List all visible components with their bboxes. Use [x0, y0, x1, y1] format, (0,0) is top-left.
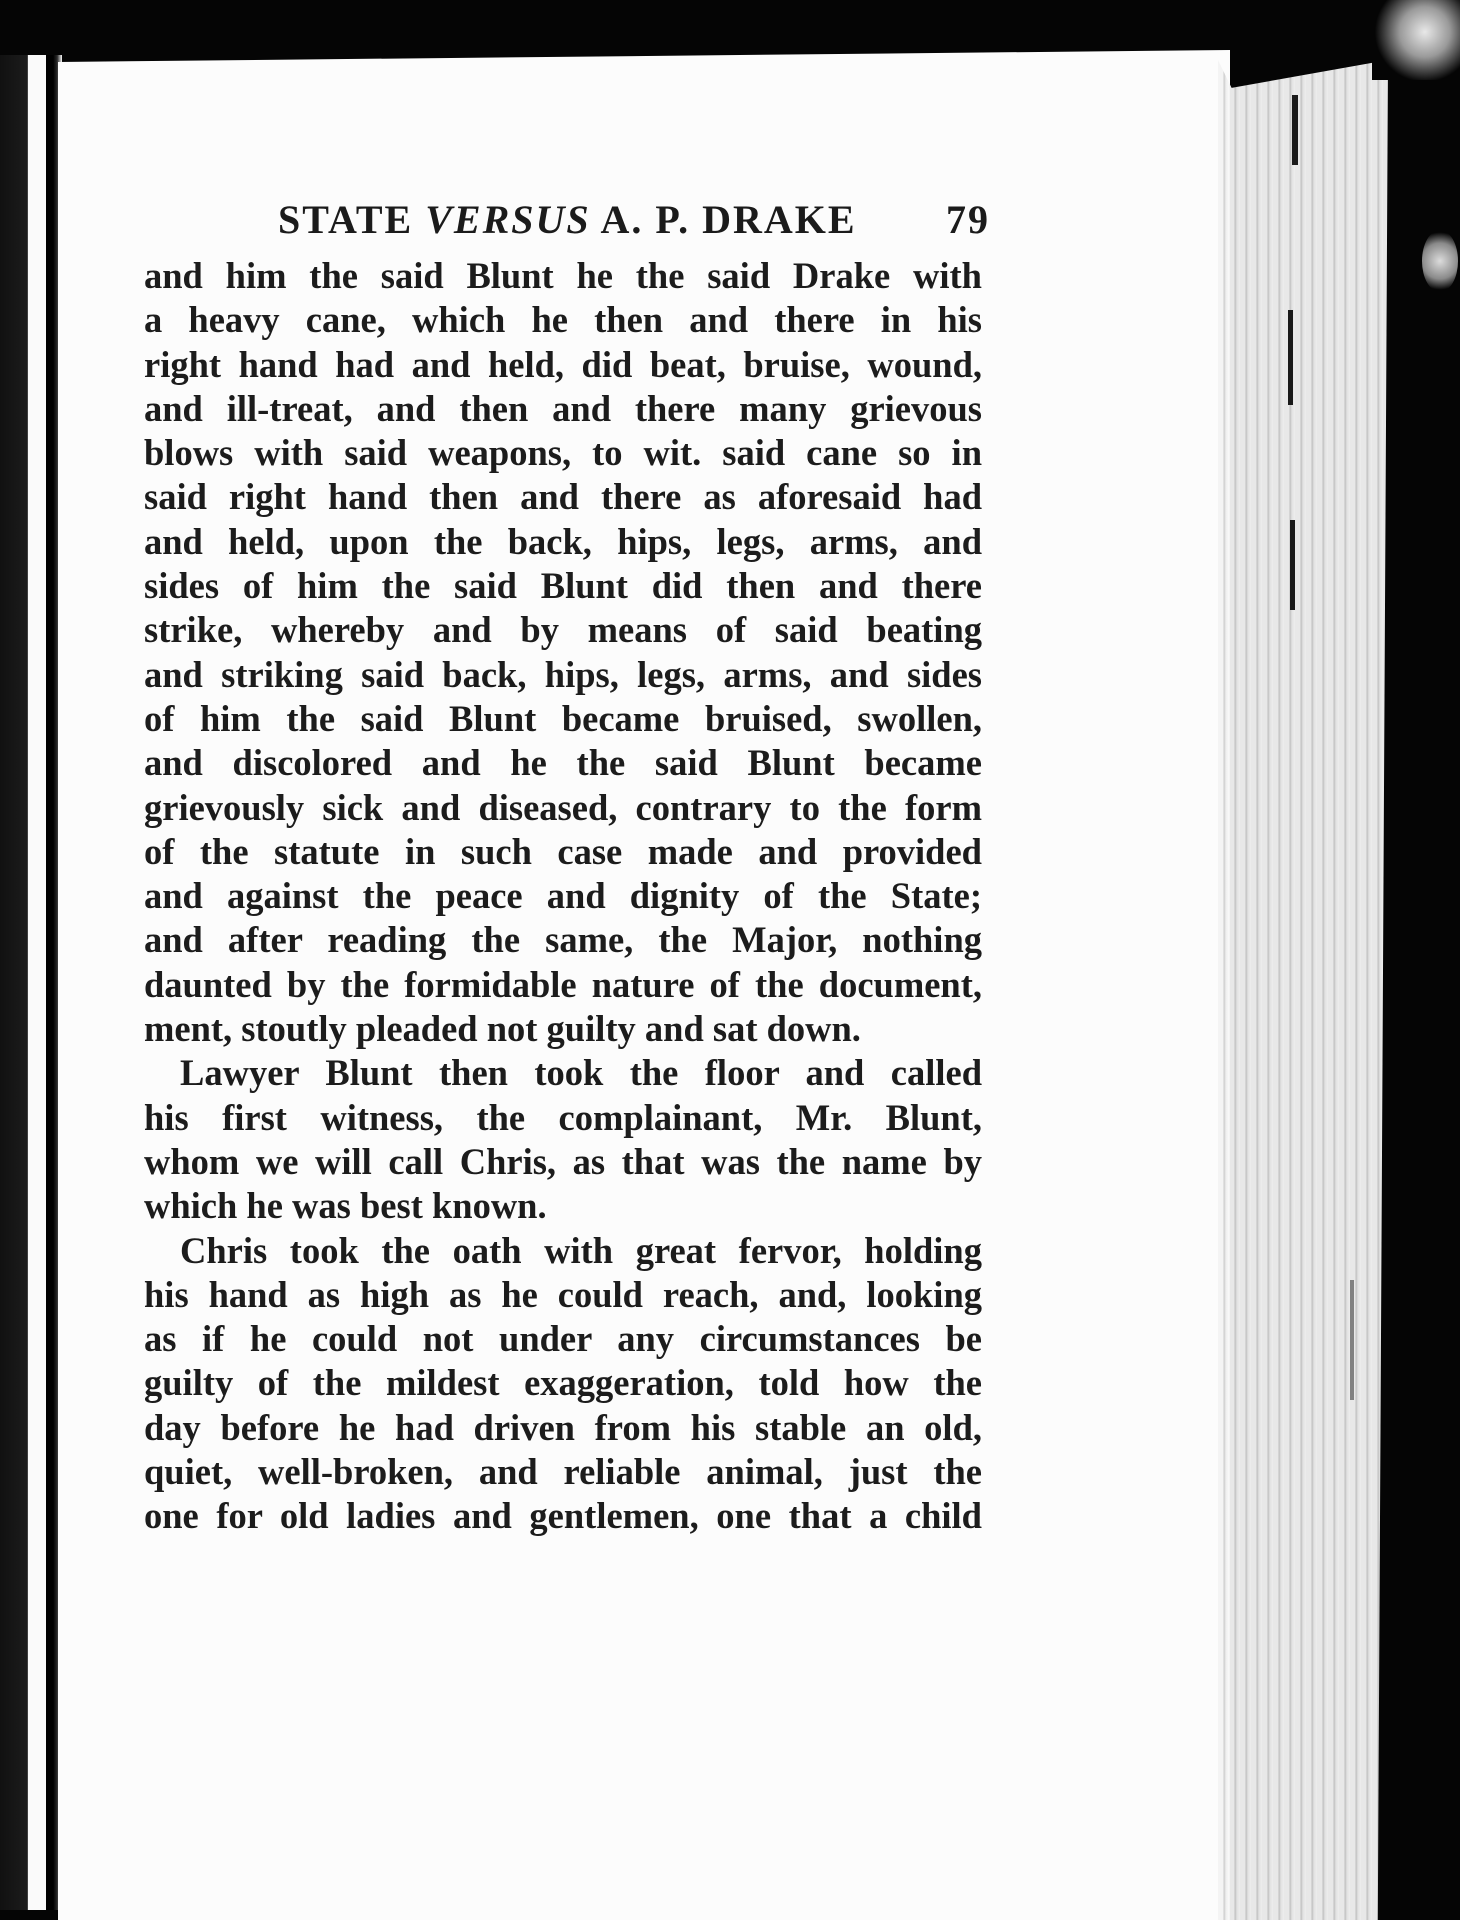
- text-line: Chris took the oath with great fervor, holding: [180, 1229, 982, 1271]
- text-line: right hand had and held, did beat, bruise, wound,: [144, 343, 982, 385]
- text-line: which he was best known.: [144, 1185, 547, 1227]
- text-line: and striking said back, hips, legs, arms, and sides: [144, 653, 982, 695]
- text-line: a heavy cane, which he then and there in his: [144, 299, 982, 341]
- page-number: 79: [946, 197, 990, 242]
- text-line: daunted by the formidable nature of the document,: [144, 963, 982, 1005]
- text-line: quiet, well-broken, and reliable animal, just the: [144, 1451, 982, 1493]
- corner-scan-artifact: [1372, 0, 1460, 80]
- text-line: his hand as high as he could reach, and, looking: [144, 1273, 982, 1315]
- page-edge-stack: [1218, 60, 1388, 1920]
- running-head-title: [278, 196, 857, 243]
- text-line: strike, whereby and by means of said beating: [144, 609, 982, 651]
- previous-page-edge: [0, 55, 46, 1910]
- edge-mark: [1292, 95, 1298, 165]
- text-line: as if he could not under any circumstances be: [144, 1318, 982, 1360]
- edge-mark: [1288, 310, 1293, 405]
- text-line: of the statute in such case made and provided: [144, 830, 982, 872]
- text-line: and him the said Blunt he the said Drake with: [144, 255, 982, 296]
- edge-mark: [1350, 1280, 1354, 1400]
- text-line: grievously sick and diseased, contrary to the form: [144, 786, 982, 828]
- text-line: Lawyer Blunt then took the floor and called: [180, 1052, 982, 1094]
- text-line: and ill-treat, and then and there many grievous: [144, 387, 982, 429]
- text-line: day before he had driven from his stable an old,: [144, 1406, 982, 1448]
- text-line: one for old ladies and gentlemen, one that a child: [144, 1495, 982, 1537]
- text-line: blows with said weapons, to wit. said cane so in: [144, 432, 982, 474]
- text-line: said right hand then and there as aforesaid had: [144, 476, 982, 518]
- text-line: of him the said Blunt became bruised, swollen,: [144, 697, 982, 739]
- edge-mark: [1290, 520, 1295, 610]
- text-line: and against the peace and dignity of the State;: [144, 875, 982, 917]
- text-line: and held, upon the back, hips, legs, arms, and: [144, 520, 982, 562]
- text-line: his first witness, the complainant, Mr. Blunt,: [144, 1096, 982, 1138]
- running-head-title-pre: STATE: [278, 197, 414, 242]
- side-scan-artifact: [1422, 230, 1458, 292]
- text-line: ment, stoutly pleaded not guilty and sat down.: [144, 1008, 861, 1050]
- text-line: guilty of the mildest exaggeration, told how the: [144, 1362, 982, 1404]
- text-line: sides of him the said Blunt did then and there: [144, 565, 982, 607]
- body-text: [144, 254, 982, 1539]
- text-line: and discolored and he the said Blunt became: [144, 742, 982, 784]
- text-line: and after reading the same, the Major, nothing: [144, 919, 982, 961]
- text-line: whom we will call Chris, as that was the name by: [144, 1140, 982, 1182]
- running-head-title-italic: VERSUS: [425, 197, 591, 242]
- running-head: [140, 196, 990, 246]
- running-head-title-post: A. P. DRAKE: [600, 197, 857, 242]
